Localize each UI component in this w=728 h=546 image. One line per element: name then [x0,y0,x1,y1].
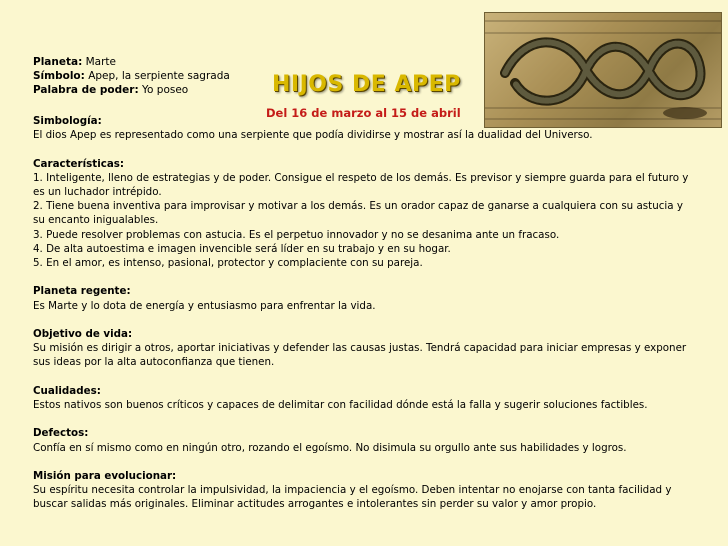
section-line: 2. Tiene buena inventiva para improvisar y motivar a los demás. Es un orador capaz de ganarse a cualquiera con su astucia y su encanto inigualables. [33,200,683,227]
section-heading: Simbología: [33,115,102,127]
serpent-relief-icon [485,13,721,127]
section-objetivo [33,327,693,370]
section-line: Confía en sí mismo como en ningún otro, rozando el egoísmo. No disimula su orgullo ante sus habilidades y logros. [33,441,627,454]
section-heading: Objetivo de vida: [33,328,133,340]
sign-summary [33,55,230,97]
section-caracteristicas [33,157,693,271]
description-body [33,114,693,512]
section-line: 1. Inteligente, lleno de estrategias y de poder. Consigue el respeto de los demás. Es previsor y siempre guarda para el futuro y es un luchador intrépido. [33,171,689,198]
section-line: Es Marte y lo dota de energía y entusiasmo para enfrentar la vida. [33,299,376,312]
section-heading: Misión para evolucionar: [33,469,177,482]
section-heading: Planeta regente: [33,285,131,298]
section-heading: Características: [33,157,125,170]
section-planeta-regente [33,284,693,312]
symbol-line: Símbolo: Apep, la serpiente sagrada [33,70,230,82]
section-line: 3. Puede resolver problemas con astucia. Es el perpetuo innovador y no se desanima ante un fracaso. [33,228,560,241]
section-mision [33,469,693,512]
serpent-relief-image [484,12,722,128]
page-title: HIJOS DE APEP [272,72,461,97]
date-range: Del 16 de marzo al 15 de abril [266,106,461,120]
section-cualidades [33,384,693,412]
power-word-line: Palabra de poder: Yo poseo [33,84,189,96]
section-line: El dios Apep es representado como una serpiente que podía dividirse y mostrar así la dualidad del Universo. [33,129,593,142]
section-heading: Defectos: [33,427,89,440]
section-simbologia [33,114,693,142]
section-heading: Cualidades: [33,384,101,397]
planet-line: Planeta: Marte [33,56,117,68]
section-line: 5. En el amor, es intenso, pasional, protector y complaciente con su pareja. [33,257,423,270]
section-line: 4. De alta autoestima e imagen invencible será líder en su trabajo y en su hogar. [33,242,451,255]
section-line: Su misión es dirigir a otros, aportar iniciativas y defender las causas justas. Tendrá capacidad para iniciar empresas y exponer sus ideas por la alta autoconfianza que tienen. [33,342,687,369]
section-defectos [33,426,693,454]
section-line: Estos nativos son buenos críticos y capaces de delimitar con facilidad dónde está la falla y sugerir soluciones factibles. [33,399,648,411]
section-line: Su espíritu necesita controlar la impulsividad, la impaciencia y el egoísmo. Deben intentar no enojarse con tanta facilidad y buscar salidas más originales. Eliminar actitudes arrogantes e intolerantes sin perder su valor y amor propio. [33,484,672,511]
